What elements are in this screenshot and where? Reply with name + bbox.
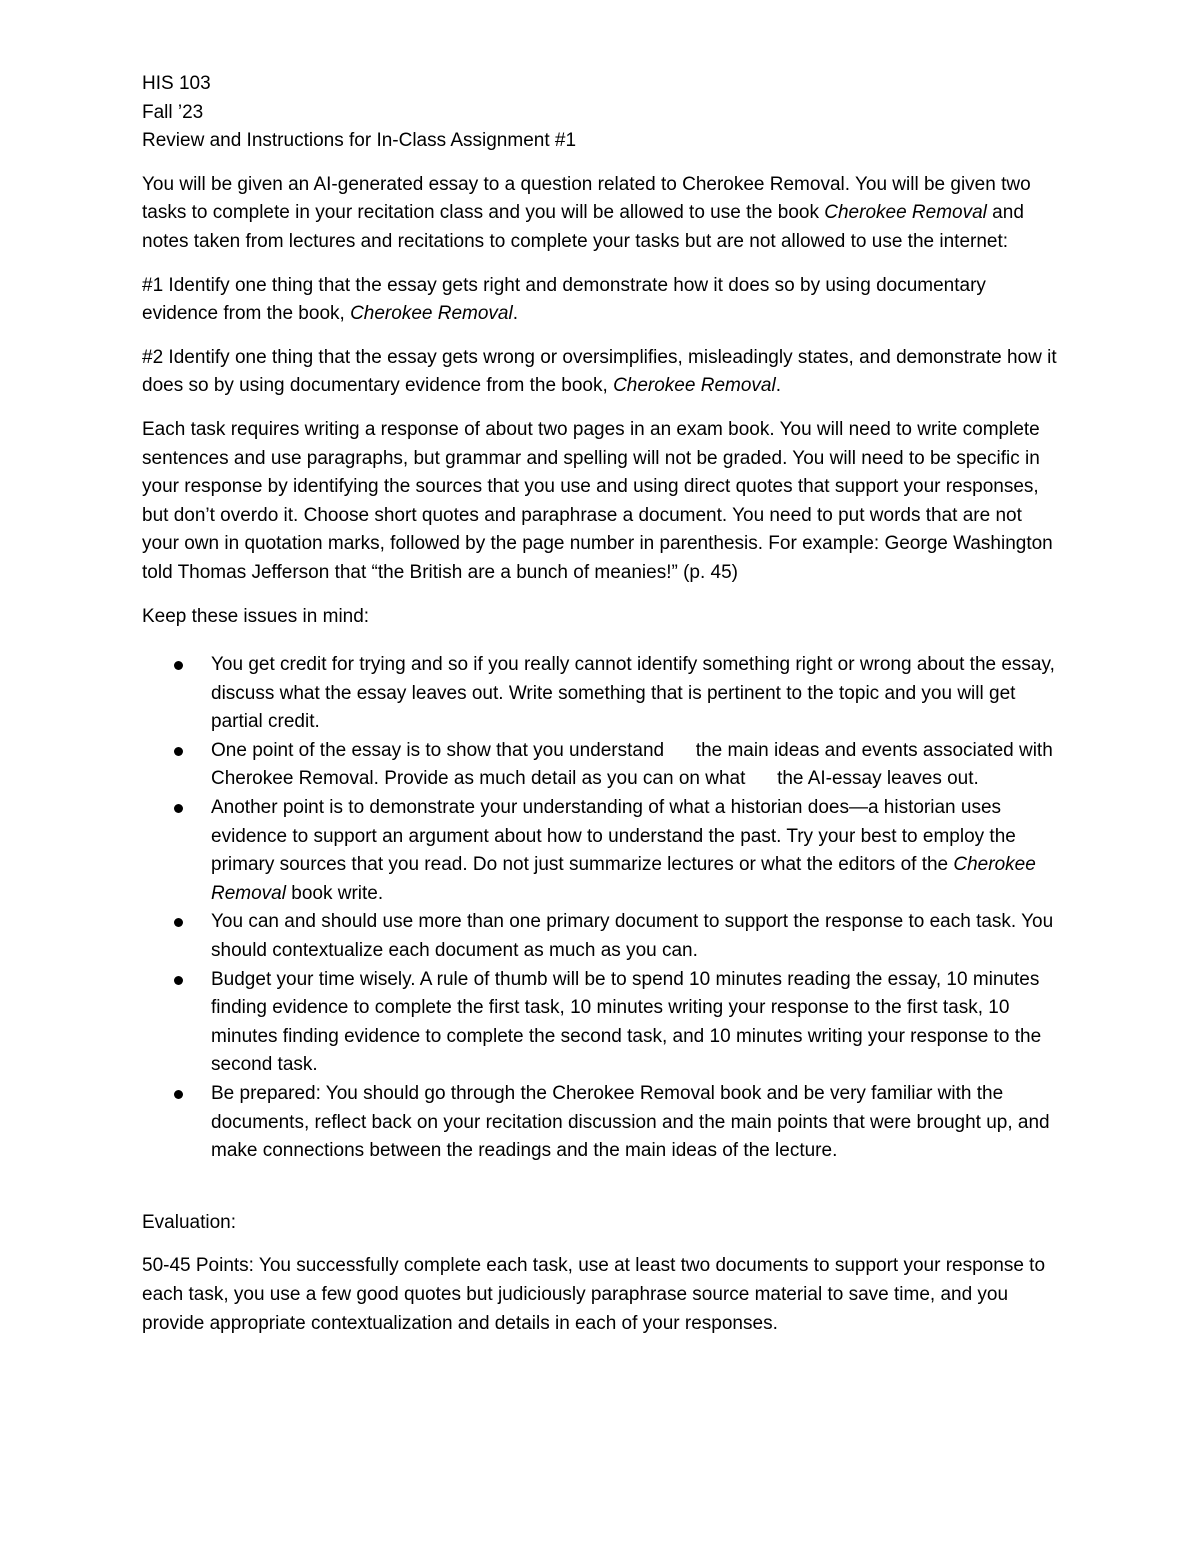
task-2-text: #2 Identify one thing that the essay gets wrong or oversimplifies, misleadingly states, and demonstrate how it does so by using documentary evidence from the book, xyxy=(142,346,1057,397)
term: Fall ’23 xyxy=(142,101,204,123)
intro-text-2: and notes taken from lectures and recitations to complete your tasks but are not allowed to use the internet: xyxy=(142,202,1024,252)
list-item xyxy=(142,651,1062,737)
list-item xyxy=(142,908,1062,965)
list-item xyxy=(142,737,1062,794)
list-item xyxy=(142,794,1062,908)
course-code: HIS 103 xyxy=(142,73,211,94)
book-title: Cherokee Removal xyxy=(350,303,513,325)
issues-list xyxy=(142,651,1062,1166)
list-item-text: Budget your time wisely. A rule of thumb will be to spend 10 minutes reading the essay, 10 minutes finding evidence to complete the first task, 10 minutes writing your response to the first task, 10 minutes finding evidence to complete the second task, and 10 minutes writing your response to the second task. xyxy=(211,968,1042,1076)
list-item xyxy=(142,966,1062,1080)
document-header xyxy=(142,70,1062,156)
bullet-icon xyxy=(174,661,183,670)
evaluation-paragraph: 50-45 Points: You successfully complete each task, use at least two documents to support your response to each task, you use a few good quotes but judiciously paraphrase source material to save time, and you provide appropriate contextualization and details in each of your responses. xyxy=(142,1255,1046,1334)
book-title: Cherokee Removal xyxy=(613,375,776,397)
bullet-icon xyxy=(174,804,183,813)
list-item-text: You get credit for trying and so if you really cannot identify something right or wrong about the essay, discuss what the essay leaves out. Write something that is pertinent to the topic and you will get partial credit. xyxy=(211,654,1055,733)
list-item-text: book write. xyxy=(285,882,384,904)
intro-paragraph xyxy=(142,171,1062,257)
keep-in-mind-heading: Keep these issues in mind: xyxy=(142,605,370,627)
document-title: Review and Instructions for In-Class Assignment #1 xyxy=(142,130,577,152)
task-2-end: . xyxy=(775,375,781,397)
task-2-paragraph xyxy=(142,344,1062,401)
task-1-text: #1 Identify one thing that the essay gets right and demonstrate how it does so by using documentary evidence from the book, xyxy=(142,274,986,325)
task-1-paragraph xyxy=(142,272,1062,329)
bullet-icon xyxy=(174,1090,183,1099)
list-item-text: You can and should use more than one primary document to support the response to each task. You should contextualize each document as much as you can. xyxy=(211,911,1054,962)
list-item-text: Be prepared: You should go through the Cherokee Removal book and be very familiar with the documents, reflect back on your recitation discussion and the main points that were brought up, and make connections between the readings and the main ideas of the lecture. xyxy=(211,1083,1050,1162)
list-item xyxy=(142,1080,1062,1166)
task-1-end: . xyxy=(512,303,518,325)
book-title: Cherokee Removal xyxy=(824,202,987,224)
bullet-icon xyxy=(174,918,183,927)
book-title: Cherokee Removal xyxy=(211,854,1036,904)
bullet-icon xyxy=(174,747,183,756)
evaluation-heading: Evaluation: xyxy=(142,1211,237,1233)
intro-text-1: You will be given an AI-generated essay to a question related to Cherokee Removal. You will be given two tasks to complete in your recitation class and you will be allowed to use the book xyxy=(142,173,1031,224)
document-page xyxy=(142,70,1062,1353)
list-item-text: Another point is to demonstrate your understanding of what a historian does—a historian uses evidence to support an argument about how to understand the past. Try your best to employ the primary sources that you read. Do not just summarize lectures or what the editors of the xyxy=(211,797,1016,876)
bullet-icon xyxy=(174,976,183,985)
response-instructions-paragraph: Each task requires writing a response of about two pages in an exam book. You will need to write complete sentences and use paragraphs, but grammar and spelling will not be graded. You will need to be specific in your response by identifying the sources that you use and using direct quotes that support your responses, but don’t overdo it. Choose short quotes and paraphrase a document. You need to put words that are not your own in quotation marks, followed by the page number in parenthesis. For example: George Washington told Thomas Jefferson that “the British are a bunch of meanies!” (p. 45) xyxy=(142,418,1053,583)
list-item-text: One point of the essay is to show that you understand the main ideas and events associated with Cherokee Removal. Provide as much detail as you can on what the AI-essay leaves out. xyxy=(211,739,1053,790)
